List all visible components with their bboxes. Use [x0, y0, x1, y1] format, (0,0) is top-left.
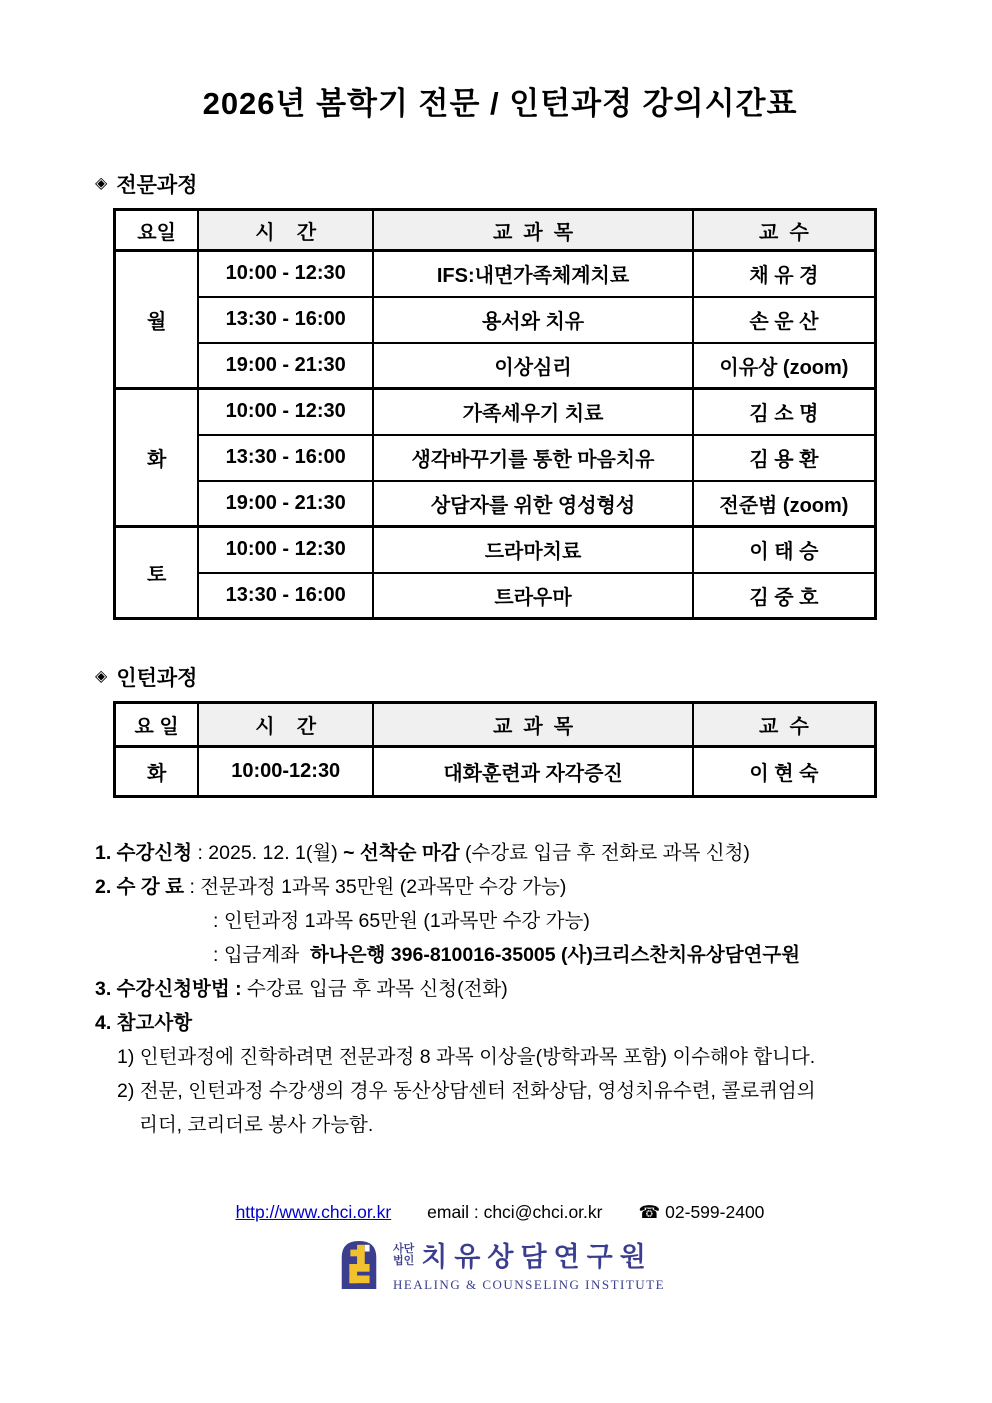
table-row [115, 435, 876, 481]
col-header-day: 요일 [115, 210, 199, 251]
col-header-day: 요 일 [115, 703, 199, 747]
phone-number: 02-599-2400 [660, 1202, 765, 1222]
cell-subject: 드라마치료 [373, 527, 693, 573]
note-tuition [95, 870, 905, 904]
note-label: 3. 수강신청방법 : [95, 978, 242, 1000]
col-header-subject: 교 과 목 [373, 210, 693, 251]
table-row [115, 481, 876, 527]
diamond-bullet-icon: ◈ [95, 668, 108, 685]
institute-logo-text [393, 1235, 665, 1293]
note-reference-item-1: 1) 인턴과정에 진학하려면 전문과정 8 과목 이상을(방학과목 포함) 이수해야 합니다. [117, 1046, 816, 1068]
cell-time: 19:00 - 21:30 [198, 481, 373, 527]
cell-professor: 김 소 명 [693, 389, 876, 435]
table-row [115, 527, 876, 573]
cell-professor: 김 중 호 [693, 573, 876, 619]
cell-day: 월 [115, 251, 199, 389]
table-row [115, 573, 876, 619]
cell-professor: 손 운 산 [693, 297, 876, 343]
diamond-bullet-icon: ◈ [95, 175, 108, 192]
corporation-type-bottom: 법인 [392, 1254, 415, 1267]
cell-professor: 김 용 환 [693, 435, 876, 481]
note-registration [95, 836, 905, 870]
cell-subject: 이상심리 [373, 343, 693, 389]
note-date: 2025. 12. 1(월) [208, 842, 344, 864]
cell-subject: 상담자를 위한 영성형성 [373, 481, 693, 527]
table-row [115, 343, 876, 389]
website-link[interactable]: http://www.chci.or.kr [235, 1202, 392, 1222]
cell-time: 10:00 - 12:30 [198, 527, 373, 573]
cell-subject: 가족세우기 치료 [373, 389, 693, 435]
cell-time: 13:30 - 16:00 [198, 573, 373, 619]
note-reference-item-2: 2) 전문, 인턴과정 수강생의 경우 동산상담센터 전화상담, 영성치유수련, 콜로퀴엄의 [117, 1080, 816, 1102]
section-intern-course [95, 662, 905, 798]
cell-professor: 전준범 (zoom) [693, 481, 876, 527]
note-reference-item-2-cont: 리더, 코리더로 봉사 가능함. [139, 1114, 374, 1136]
institute-name-english: HEALING & COUNSELING INSTITUTE [392, 1277, 666, 1292]
note-label: 4. 참고사항 [95, 1012, 193, 1034]
note-bank-account [95, 938, 905, 972]
cell-professor: 채 유 경 [693, 251, 876, 297]
cell-time: 13:30 - 16:00 [198, 297, 373, 343]
cell-time: 10:00 - 12:30 [198, 389, 373, 435]
table-row [115, 747, 876, 797]
cell-day: 화 [115, 747, 199, 797]
table-header-row [115, 210, 876, 251]
phone-text [638, 1202, 764, 1223]
institute-name-korean: 치유상담연구원 [421, 1242, 653, 1272]
note-separator: : [192, 842, 209, 864]
table-row [115, 251, 876, 297]
email-label: email : [427, 1202, 484, 1222]
bank-account-number: 하나은행 396-810016-35005 (사)크리스찬치유상담연구원 [310, 944, 801, 966]
institute-logo [95, 1235, 905, 1293]
corporation-type-top: 사단 [392, 1242, 415, 1255]
col-header-professor: 교 수 [693, 703, 876, 747]
note-separator: : [213, 910, 224, 932]
cell-professor: 이 현 숙 [693, 747, 876, 797]
professional-course-table [113, 208, 877, 620]
cell-time: 10:00-12:30 [198, 747, 373, 797]
cell-time: 10:00 - 12:30 [198, 251, 373, 297]
note-separator: : [184, 876, 201, 898]
note-detail: 입금계좌 [223, 944, 311, 966]
cell-day: 토 [115, 527, 199, 619]
cell-time: 13:30 - 16:00 [198, 435, 373, 481]
note-label: 2. 수 강 료 [95, 876, 185, 898]
col-header-time: 시 간 [198, 210, 373, 251]
institute-logo-icon [335, 1237, 383, 1291]
cell-professor: 이유상 (zoom) [693, 343, 876, 389]
contact-line [95, 1202, 905, 1223]
table-row [115, 297, 876, 343]
note-detail: 인턴과정 1과목 65만원 (1과목만 수강 가능) [223, 910, 590, 932]
cell-subject: 대화훈련과 자각증진 [373, 747, 693, 797]
section-heading-label: 전문과정 [116, 174, 198, 197]
cell-subject: 생각바꾸기를 통한 마음치유 [373, 435, 693, 481]
note-detail: 전문과정 1과목 35만원 (2과목만 수강 가능) [200, 876, 567, 898]
note-label: 1. 수강신청 [95, 842, 193, 864]
footer [95, 1202, 905, 1293]
note-detail: 수강료 입금 후 과목 신청(전화) [241, 978, 508, 1000]
note-reference [95, 1006, 905, 1040]
table-row [115, 389, 876, 435]
section-heading-professional [95, 169, 905, 199]
phone-icon: ☎ [638, 1202, 661, 1222]
col-header-subject: 교 과 목 [373, 703, 693, 747]
notes-section [95, 836, 905, 1142]
col-header-time: 시 간 [198, 703, 373, 747]
note-method [95, 972, 905, 1006]
note-tuition-intern [95, 904, 905, 938]
page-title: 2026년 봄학기 전문 / 인턴과정 강의시간표 [202, 86, 798, 121]
email-text [427, 1202, 602, 1223]
cell-time: 19:00 - 21:30 [198, 343, 373, 389]
col-header-professor: 교 수 [693, 210, 876, 251]
cell-subject: IFS:내면가족체계치료 [373, 251, 693, 297]
note-deadline: ~ 선착순 마감 [343, 842, 460, 864]
section-heading-intern [95, 662, 905, 692]
email-address: chci@chci.or.kr [483, 1202, 603, 1222]
cell-subject: 용서와 치유 [373, 297, 693, 343]
section-heading-label: 인턴과정 [116, 667, 198, 690]
corporation-type-label [393, 1243, 414, 1267]
table-header-row [115, 703, 876, 747]
intern-course-table [113, 701, 877, 798]
section-professional-course [95, 169, 905, 620]
note-separator: : [213, 944, 224, 966]
cell-professor: 이 태 승 [693, 527, 876, 573]
cell-day: 화 [115, 389, 199, 527]
note-detail: (수강료 입금 후 전화로 과목 신청) [459, 842, 750, 864]
cell-subject: 트라우마 [373, 573, 693, 619]
